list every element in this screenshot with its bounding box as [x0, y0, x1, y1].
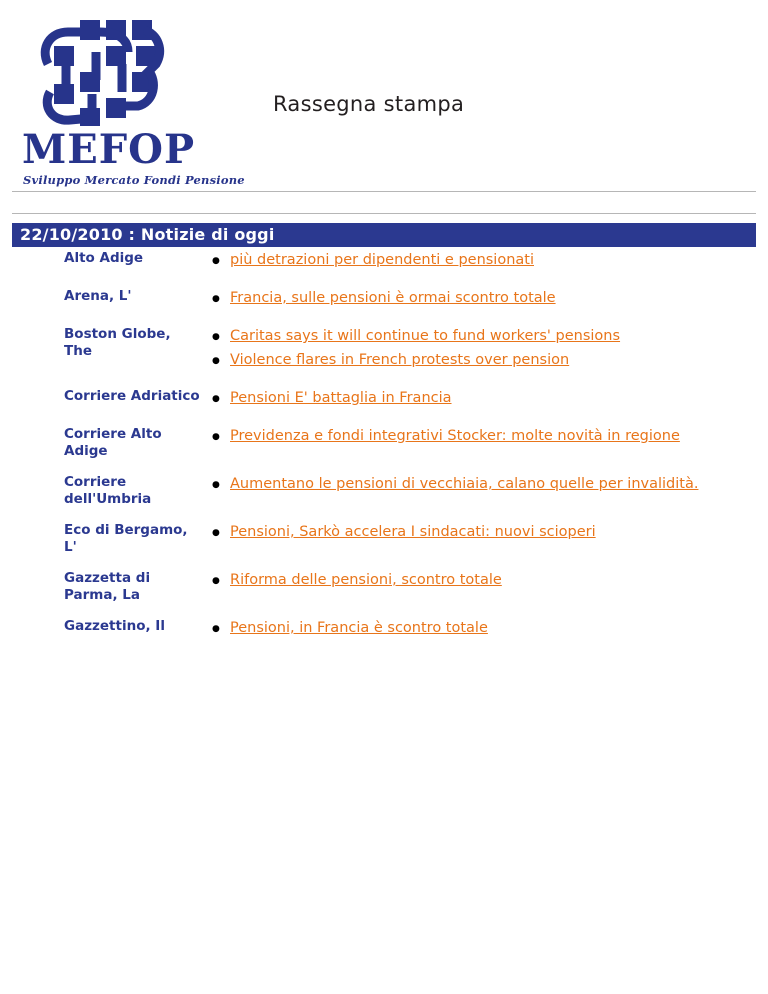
article-list	[208, 288, 768, 312]
article-item	[208, 618, 750, 642]
article-item	[208, 388, 750, 412]
article-list	[208, 522, 768, 546]
article-item	[208, 250, 750, 274]
article-list	[208, 474, 768, 498]
article-list	[208, 570, 768, 594]
article-link[interactable]: Violence flares in French protests over pension	[230, 352, 570, 368]
article-link[interactable]: Previdenza e fondi integrativi Stocker: molte novità in regione	[230, 428, 680, 444]
article-item	[208, 288, 750, 312]
bullet-icon	[208, 474, 230, 498]
article-link[interactable]: più detrazioni per dipendenti e pensionati	[230, 252, 534, 268]
press-entry-row	[0, 474, 768, 508]
press-entry-row	[0, 288, 768, 312]
article-list	[208, 250, 768, 274]
bullet-icon	[208, 426, 230, 450]
mefop-logo	[14, 18, 245, 187]
source-name: Alto Adige	[64, 250, 144, 266]
bullet-icon	[208, 388, 230, 412]
bullet-icon	[208, 522, 230, 546]
article-item	[208, 570, 750, 594]
article-item	[208, 426, 750, 450]
mefop-monogram-icon	[36, 18, 168, 130]
article-link[interactable]: Caritas says it will continue to fund workers' pensions	[230, 328, 621, 344]
press-entry-row	[0, 570, 768, 604]
article-link[interactable]: Riforma delle pensioni, scontro totale	[230, 572, 502, 588]
article-link[interactable]: Pensioni, Sarkò accelera I sindacati: nuovi scioperi	[230, 524, 596, 540]
press-listing	[0, 250, 768, 642]
bullet-icon	[208, 326, 230, 350]
source-name: Gazzettino, Il	[64, 618, 165, 634]
logo-tagline: Sviluppo Mercato Fondi Pensione	[23, 173, 245, 187]
source-name: Corriere Alto Adige	[64, 426, 162, 459]
divider-bottom	[12, 213, 756, 214]
press-entry-row	[0, 522, 768, 556]
source-name: Arena, L'	[64, 288, 132, 304]
article-link[interactable]: Aumentano le pensioni di vecchiaia, calano quelle per invalidità.	[230, 476, 699, 492]
bullet-icon	[208, 288, 230, 312]
article-item	[208, 522, 750, 546]
source-name: Gazzetta di Parma, La	[64, 570, 151, 603]
article-item	[208, 350, 750, 374]
article-link[interactable]: Francia, sulle pensioni è ormai scontro totale	[230, 290, 556, 306]
press-entry-row	[0, 388, 768, 412]
page-header	[0, 0, 768, 187]
article-list	[208, 326, 768, 374]
logo-wordmark: MEFOP	[22, 126, 196, 173]
article-item	[208, 326, 750, 350]
article-list	[208, 388, 768, 412]
press-entry-row	[0, 426, 768, 460]
press-entry-row	[0, 250, 768, 274]
bullet-icon	[208, 350, 230, 374]
article-link[interactable]: Pensioni E' battaglia in Francia	[230, 390, 452, 406]
article-link[interactable]: Pensioni, in Francia è scontro totale	[230, 620, 488, 636]
article-list	[208, 426, 768, 450]
bullet-icon	[208, 618, 230, 642]
source-name: Eco di Bergamo, L'	[64, 522, 188, 555]
source-name: Corriere dell'Umbria	[64, 474, 152, 507]
divider-top	[12, 191, 756, 192]
page-title: Rassegna stampa	[273, 92, 465, 116]
article-list	[208, 618, 768, 642]
press-entry-row	[0, 618, 768, 642]
article-item	[208, 474, 750, 498]
date-heading: 22/10/2010 : Notizie di oggi	[12, 223, 756, 247]
source-name: Corriere Adriatico	[64, 388, 200, 404]
bullet-icon	[208, 250, 230, 274]
bullet-icon	[208, 570, 230, 594]
source-name: Boston Globe, The	[64, 326, 171, 359]
press-entry-row	[0, 326, 768, 374]
